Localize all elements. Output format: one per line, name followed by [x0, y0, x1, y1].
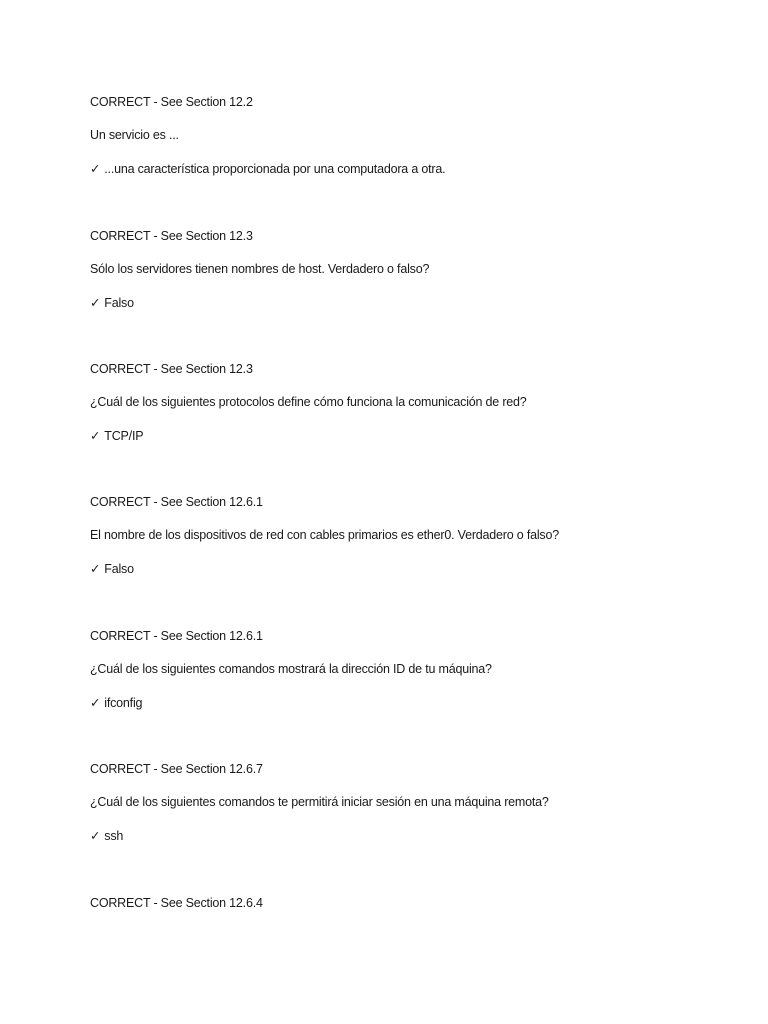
result-status: CORRECT - See Section 12.6.1 — [90, 629, 263, 643]
answer-text: TCP/IP — [104, 429, 144, 443]
result-status: CORRECT - See Section 12.2 — [90, 95, 253, 109]
checkmark-icon: ✓ — [90, 695, 101, 710]
answer-text: Falso — [104, 296, 134, 310]
checkmark-icon: ✓ — [90, 428, 101, 443]
answer-text: ...una característica proporcionada por una computadora a otra. — [104, 162, 446, 176]
question-text: ¿Cuál de los siguientes comandos mostrará la dirección ID de tu máquina? — [90, 662, 492, 676]
answer-text: ifconfig — [104, 696, 143, 710]
answer-line — [90, 428, 143, 444]
result-status: CORRECT - See Section 12.6.7 — [90, 762, 263, 776]
checkmark-icon: ✓ — [90, 161, 101, 176]
question-text: ¿Cuál de los siguientes comandos te permitirá iniciar sesión en una máquina remota? — [90, 795, 549, 809]
answer-line — [90, 161, 445, 177]
result-status: CORRECT - See Section 12.6.1 — [90, 495, 263, 509]
result-status: CORRECT - See Section 12.3 — [90, 229, 253, 243]
question-text: Sólo los servidores tienen nombres de host. Verdadero o falso? — [90, 262, 430, 276]
answer-text: ssh — [104, 829, 124, 843]
answer-line — [90, 695, 142, 711]
answer-line — [90, 828, 123, 844]
question-text: El nombre de los dispositivos de red con cables primarios es ether0. Verdadero o falso? — [90, 528, 559, 542]
result-status: CORRECT - See Section 12.3 — [90, 362, 253, 376]
checkmark-icon: ✓ — [90, 828, 101, 843]
answer-line — [90, 295, 134, 311]
question-text: Un servicio es ... — [90, 128, 179, 142]
result-status: CORRECT - See Section 12.6.4 — [90, 896, 263, 910]
checkmark-icon: ✓ — [90, 561, 101, 576]
checkmark-icon: ✓ — [90, 295, 101, 310]
answer-line — [90, 561, 134, 577]
answer-text: Falso — [104, 562, 134, 576]
question-text: ¿Cuál de los siguientes protocolos define cómo funciona la comunicación de red? — [90, 395, 527, 409]
